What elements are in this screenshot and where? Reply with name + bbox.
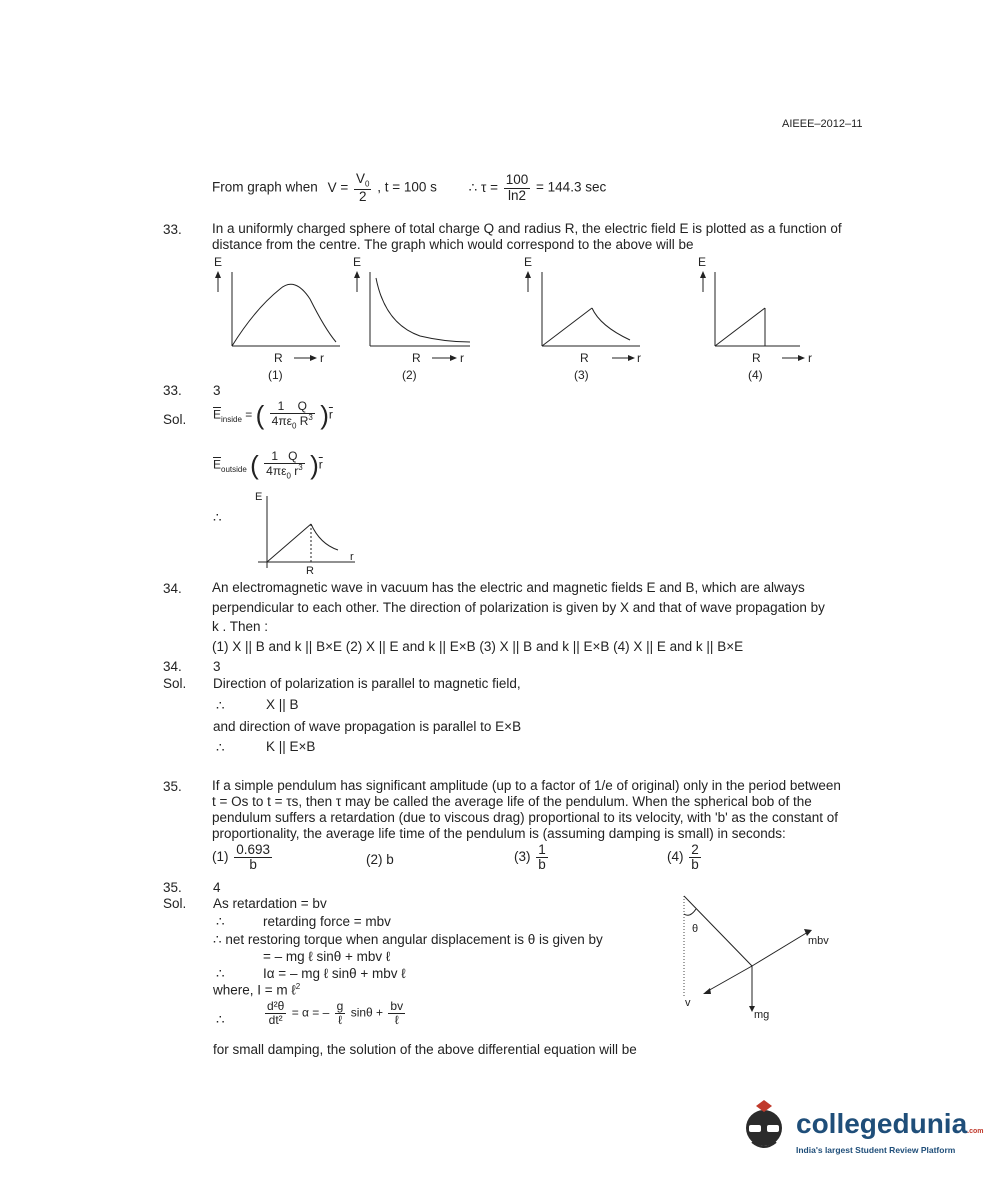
q34-options: (1) X || B and k || B×E (2) X || E and k || E×B (3) X || B and k || E×B (4) X || E and k || B×E	[212, 639, 744, 654]
graph-option-3	[524, 255, 641, 382]
svg-text:E: E	[255, 491, 263, 503]
a35-line-2: retarding force = mbv	[263, 914, 391, 929]
tau-result: = 144.3 sec	[536, 179, 607, 195]
therefore-symbol: ∴	[216, 698, 225, 713]
q35-line-4: proportionality, the average life time of the pendulum is (assuming damping is small) in seconds:	[212, 826, 786, 841]
a34-line-1: Direction of polarization is parallel to magnetic field,	[213, 676, 521, 691]
svg-text:mg: mg	[754, 1009, 770, 1021]
graph-text: From graph when	[212, 179, 318, 195]
graph-option-4	[698, 255, 812, 382]
e-outside-eq: $\overline{E}_{outside}$ ( $\frac{1 Q}{4\pi\varepsilon_0 r^3}$ )$\overline{r}$	[213, 449, 323, 481]
answer-number: 34.	[163, 659, 182, 674]
answer-value: 3	[213, 659, 221, 674]
svg-text:(3): (3)	[574, 368, 589, 382]
a34-relation-1: X || B	[266, 697, 299, 712]
q33-graphs	[0, 254, 993, 394]
therefore-symbol: ∴	[216, 1012, 225, 1027]
svg-text:r: r	[808, 351, 812, 365]
page-reference: AIEEE–2012–11	[782, 118, 863, 130]
svg-text:θ: θ	[692, 923, 699, 935]
a35-line-3: ∴ net restoring torque when angular displacement is θ is given by	[213, 932, 603, 947]
e-inside-eq: $\overline{E}_{inside}$ = ( $\frac{1 Q}{4\pi\varepsilon_0 R^3}$ )$\overline{r}$	[213, 399, 333, 431]
answer-number: 33.	[163, 383, 182, 398]
svg-text:R: R	[306, 565, 314, 577]
svg-text:R: R	[412, 351, 421, 365]
graph-option-2	[353, 255, 470, 382]
svg-text:R: R	[274, 351, 283, 365]
svg-text:R: R	[752, 351, 761, 365]
q35-line-2: t = Os to t = τs, then τ may be called the average life of the pendulum. When the spherical bob of the	[212, 794, 812, 809]
solution-graph	[250, 488, 390, 578]
answer-number: 35.	[163, 880, 182, 895]
question-number: 34.	[163, 581, 182, 596]
svg-text:(2): (2)	[402, 368, 417, 382]
svg-text:E: E	[698, 255, 707, 269]
pendulum-figure	[660, 888, 860, 1028]
answer-value: 3	[213, 383, 221, 398]
a35-line-5: Iα = – mg ℓ sinθ + mbv ℓ	[263, 966, 406, 981]
q34-line-1: An electromagnetic wave in vacuum has the electric and magnetic fields E and B, which are always	[212, 580, 805, 595]
svg-text:mbv: mbv	[808, 935, 829, 947]
therefore-tau: ∴ τ =	[468, 179, 498, 195]
brand-suffix: .com	[967, 1128, 984, 1135]
a35-line-6: where, I = m ℓ$^2$	[213, 982, 301, 998]
q35-option-1: (1) $\frac{0.693}{b}$	[212, 842, 271, 873]
q34-line-2: perpendicular to each other. The direction of polarization is given by X and that of wave propagation by	[212, 600, 825, 615]
svg-text:r: r	[460, 351, 464, 365]
a35-diff-eq: $\frac{\text{d²θ}}{\text{dt²}}$ = α = – $\frac{g}{\text{ℓ}}$ sinθ + $\frac{bv}{\text{ℓ}}$	[267, 999, 404, 1027]
svg-text:R: R	[580, 351, 589, 365]
brand-tagline: India's largest Student Review Platform	[796, 1145, 956, 1155]
a34-line-2: and direction of wave propagation is parallel to E×B	[213, 719, 522, 734]
t-expr: , t = 100 s	[377, 179, 437, 195]
svg-text:(1): (1)	[268, 368, 283, 382]
therefore-symbol: ∴	[216, 914, 225, 929]
svg-text:r: r	[637, 351, 641, 365]
prev-solution-line	[212, 172, 606, 204]
graph-option-1	[214, 255, 340, 382]
svg-text:(4): (4)	[748, 368, 763, 382]
svg-text:E: E	[214, 255, 223, 269]
q34-line-3: k . Then :	[212, 619, 269, 634]
v-expr: V =	[327, 179, 349, 195]
a34-relation-2: K || E×B	[266, 739, 316, 754]
a35-line-4: = – mg ℓ sinθ + mbv ℓ	[263, 949, 391, 964]
question-number: 35.	[163, 779, 182, 794]
q35-line-3: pendulum suffers a retardation (due to viscous drag) proportional to its velocity, with 'b' as the constant of	[212, 810, 838, 825]
q35-option-2: (2) b	[366, 852, 394, 867]
tau-fraction: $\frac{100}{\ln 2}$	[505, 172, 529, 203]
therefore-symbol: ∴	[216, 966, 225, 981]
sol-label: Sol.	[163, 896, 187, 911]
a35-line-1: As retardation = bv	[213, 896, 327, 911]
v-fraction: $\frac{V_0}{2}$	[355, 171, 370, 205]
q35-line-1: If a simple pendulum has significant amplitude (up to a factor of 1/e of original) only in the period between	[212, 778, 841, 793]
brand-name: collegedunia.com	[796, 1108, 984, 1139]
therefore-symbol: ∴	[213, 510, 222, 525]
therefore-symbol: ∴	[216, 740, 225, 755]
question-number: 33.	[163, 222, 182, 237]
q35-option-4: (4) $\frac{2}{b}$	[667, 842, 699, 873]
svg-text:r: r	[320, 351, 324, 365]
answer-value: 4	[213, 880, 221, 895]
svg-text:v: v	[685, 997, 691, 1009]
svg-text:E: E	[524, 255, 533, 269]
sol-label: Sol.	[163, 412, 187, 427]
sol-label: Sol.	[163, 676, 187, 691]
question-text: In a uniformly charged sphere of total charge Q and radius R, the electric field E is plotted as a function of distance from the centre. The graph which would correspond to the above will be	[212, 221, 842, 252]
svg-text:r: r	[350, 551, 354, 563]
q35-option-3: (3) $\frac{1}{b}$	[514, 842, 546, 873]
svg-text:E: E	[353, 255, 362, 269]
a35-line-8: for small damping, the solution of the above differential equation will be	[213, 1042, 637, 1057]
